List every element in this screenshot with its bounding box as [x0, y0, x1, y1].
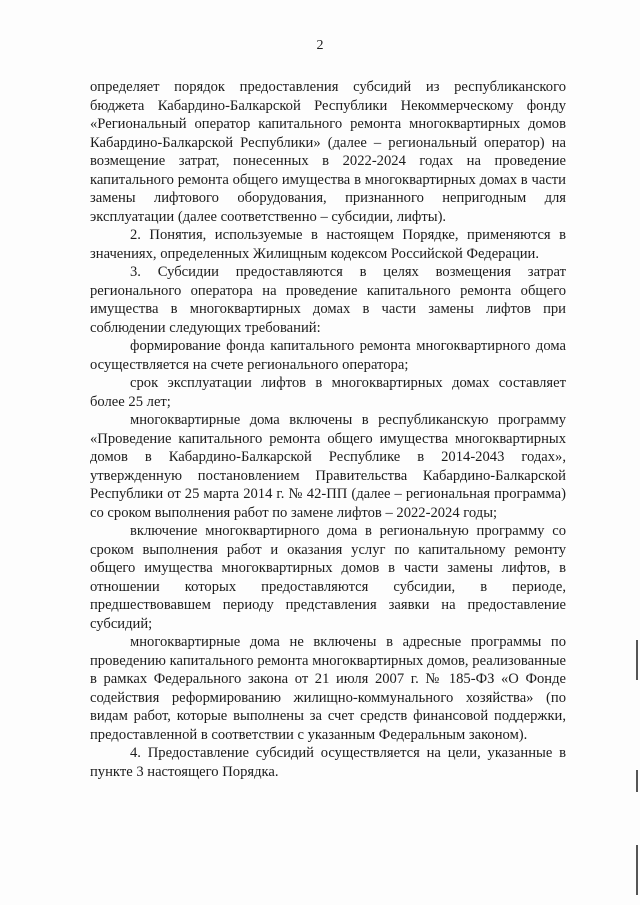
- paragraph-3-conditions: 3. Субсидии предоставляются в целях возмещения затрат регионального оператора на проведение капитального ремонта общего имущества в многоквартирных домах в части замены лифтов при соблюдении следующих требований:: [90, 264, 566, 336]
- scan-edge-mark: [636, 770, 638, 792]
- condition-fund-formation: формирование фонда капитального ремонта многоквартирного дома осуществляется на счете регионального оператора;: [90, 338, 566, 373]
- condition-lift-age: срок эксплуатации лифтов в многоквартирных домах составляет более 25 лет;: [90, 375, 566, 410]
- page-number: 2: [316, 38, 324, 53]
- scan-edge-mark: [636, 640, 638, 680]
- paragraph-2-definitions: 2. Понятия, используемые в настоящем Порядке, применяются в значениях, определенных Жилищным кодексом Российской Федерации.: [90, 227, 566, 262]
- paragraph-subsidy-purpose: определяет порядок предоставления субсидий из республиканского бюджета Кабардино-Балкарской Республики Некоммерческому фонду «Региональный оператор капитального ремонта многоквартирных домов Кабардино-Балкарской Республики» (далее – региональный оператор) на возмещение затрат, понесенных в 2022-2024 годах на проведение капитального ремонта общего имущества в многоквартирных домах в части замены лифтового оборудования, признанного непригодным для эксплуатации (далее соответственно – субсидии, лифты).: [90, 79, 566, 225]
- document-body: [90, 78, 566, 781]
- condition-program-inclusion: включение многоквартирного дома в региональную программу со сроком выполнения работ и оказания услуг по капитальному ремонту общего имущества многоквартирных домов в части замены лифтов, в отношении которых предоставляются субсидии, в периоде, предшествовавшем периоду представления заявки на предоставление субсидий;: [90, 523, 566, 632]
- condition-not-in-federal-programs: многоквартирные дома не включены в адресные программы по проведению капитального ремонта многоквартирных домов, реализованные в рамках Федерального закона от 21 июля 2007 г. № 185-ФЗ «О Фонде содействия реформированию жилищно-коммунального хозяйства» (по видам работ, которые выполнены за счет средств финансовой поддержки, предоставленной в соответствии с указанным Федеральным законом).: [90, 634, 566, 743]
- condition-regional-program: многоквартирные дома включены в республиканскую программу «Проведение капитального ремонта общего имущества многоквартирных домов в Кабардино-Балкарской Республике в 2014-2043 годах», утвержденную постановлением Правительства Кабардино-Балкарской Республики от 25 марта 2014 г. № 42-ПП (далее – региональная программа) со сроком выполнения работ по замене лифтов – 2022-2024 годы;: [90, 412, 566, 521]
- paragraph-4-purpose: 4. Предоставление субсидий осуществляется на цели, указанные в пункте 3 настоящего Порядка.: [90, 745, 566, 780]
- scan-edge-mark: [636, 845, 638, 895]
